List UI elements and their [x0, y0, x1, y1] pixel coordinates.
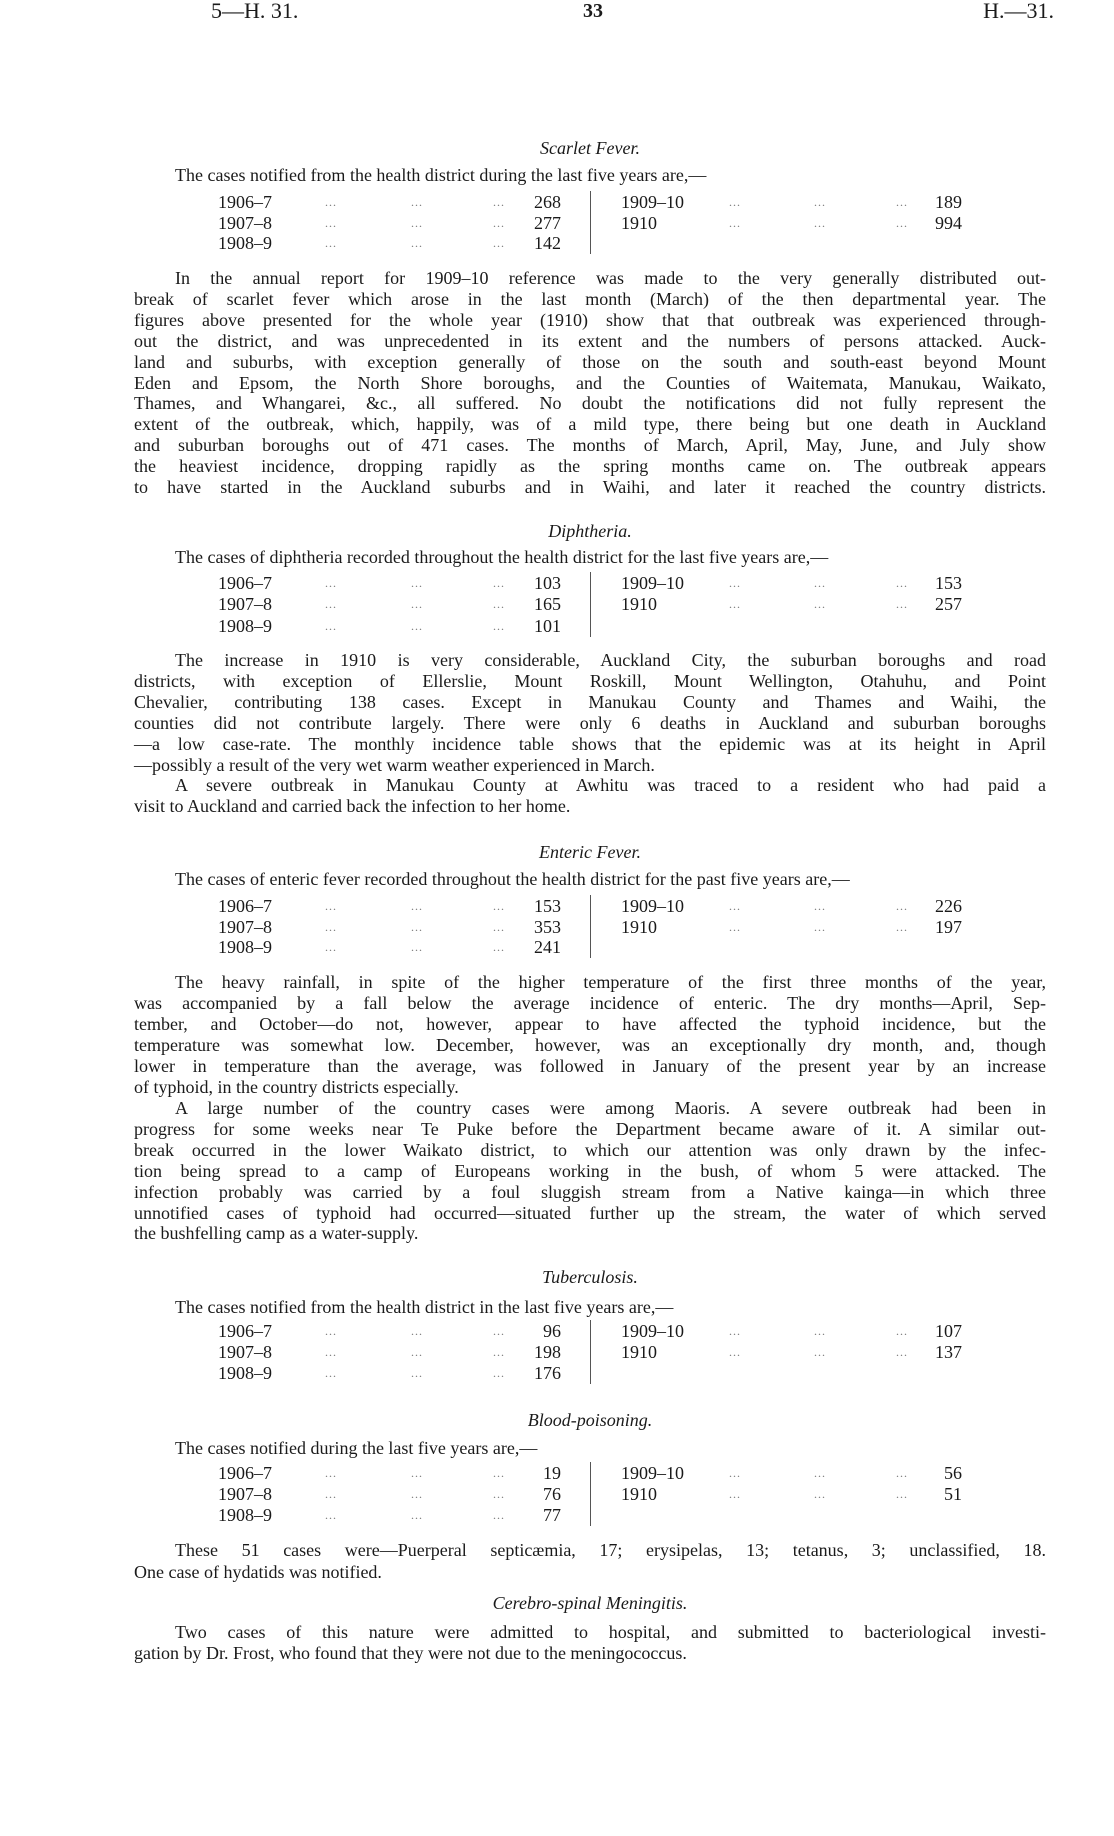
- paragraph-line: Eden and Epsom, the North Shore boroughs, and the Counties of Waitemata, Manukau, Waikato,: [134, 372, 1046, 393]
- leader-dots: ...: [729, 195, 741, 209]
- leader-dots: ...: [896, 576, 908, 590]
- leader-dots: ...: [411, 597, 423, 611]
- leader-dots: ...: [411, 216, 423, 230]
- table-year: 1907–8: [218, 917, 272, 937]
- leader-dots: ...: [411, 1324, 423, 1338]
- table-intro: The cases notified from the health district during the last five years are,—: [175, 165, 707, 185]
- table-year: 1906–7: [218, 573, 272, 593]
- paragraph-line: of typhoid, in the country districts especially.: [134, 1076, 459, 1097]
- leader-dots: ...: [325, 576, 337, 590]
- leader-dots: ...: [814, 1487, 826, 1501]
- leader-dots: ...: [411, 619, 423, 633]
- table-value: 226: [935, 896, 962, 916]
- table-value: 51: [944, 1484, 962, 1504]
- leader-dots: ...: [493, 1345, 505, 1359]
- leader-dots: ...: [729, 899, 741, 913]
- leader-dots: ...: [493, 619, 505, 633]
- table-value: 257: [935, 594, 962, 614]
- table-year: 1909–10: [621, 573, 684, 593]
- table-year: 1908–9: [218, 1505, 272, 1525]
- table-value: 137: [935, 1342, 962, 1362]
- table-value: 198: [534, 1342, 561, 1362]
- leader-dots: ...: [814, 195, 826, 209]
- table-year: 1908–9: [218, 937, 272, 957]
- table-value: 77: [543, 1505, 561, 1525]
- paragraph-line: temperature was somewhat low. December, however, was an exceptionally dry month, and, though: [134, 1034, 1046, 1055]
- leader-dots: ...: [325, 619, 337, 633]
- paragraph-line: the bushfelling camp as a water-supply.: [134, 1223, 419, 1244]
- leader-dots: ...: [411, 236, 423, 250]
- section-heading: Enteric Fever.: [539, 842, 641, 862]
- table-divider: [590, 572, 591, 637]
- leader-dots: ...: [896, 920, 908, 934]
- paragraph-line: break occurred in the lower Waikato district, to which our attention was only drawn by the infec-: [134, 1139, 1046, 1160]
- leader-dots: ...: [729, 920, 741, 934]
- paragraph-line: counties did not contribute largely. There were only 6 deaths in Auckland and suburban boroughs: [134, 713, 1046, 733]
- paragraph-line: lower in temperature than the average, was followed in January of the present year by an increase: [134, 1055, 1046, 1076]
- document-reference: H.—31.: [983, 0, 1054, 23]
- paragraph-line: Chevalier, contributing 138 cases. Except in Manukau County and Thames and Waihi, the: [134, 692, 1046, 712]
- leader-dots: ...: [325, 216, 337, 230]
- table-value: 153: [935, 573, 962, 593]
- table-intro: The cases notified from the health district in the last five years are,—: [175, 1297, 674, 1317]
- leader-dots: ...: [411, 1508, 423, 1522]
- table-year: 1906–7: [218, 1321, 272, 1341]
- leader-dots: ...: [325, 1366, 337, 1380]
- leader-dots: ...: [493, 216, 505, 230]
- paragraph-line: extent of the outbreak, which, happily, was of a mild type, there being but one death in Auckland: [134, 414, 1046, 435]
- table-year: 1910: [621, 1484, 657, 1504]
- table-year: 1910: [621, 1342, 657, 1362]
- paragraph-line: The increase in 1910 is very considerable, Auckland City, the suburban boroughs and road: [175, 650, 1046, 670]
- table-year: 1908–9: [218, 233, 272, 253]
- table-year: 1908–9: [218, 1363, 272, 1383]
- leader-dots: ...: [729, 1466, 741, 1480]
- table-year: 1907–8: [218, 1342, 272, 1362]
- table-value: 19: [543, 1463, 561, 1483]
- leader-dots: ...: [493, 576, 505, 590]
- paragraph-line: tion being spread to a camp of Europeans working in the bush, of whom 5 were attacked. The: [134, 1160, 1046, 1181]
- paragraph-line: the heaviest incidence, dropping rapidly as the spring months came on. The outbreak appears: [134, 456, 1046, 477]
- table-year: 1906–7: [218, 1463, 272, 1483]
- paragraph-line: These 51 cases were—Puerperal septicæmia, 17; erysipelas, 13; tetanus, 3; unclassified, 18.: [175, 1540, 1046, 1560]
- table-value: 76: [543, 1484, 561, 1504]
- table-year: 1909–10: [621, 896, 684, 916]
- leader-dots: ...: [325, 920, 337, 934]
- leader-dots: ...: [325, 1324, 337, 1338]
- paragraph-line: In the annual report for 1909–10 reference was made to the very generally distributed out-: [175, 268, 1046, 288]
- section-heading: Cerebro-spinal Meningitis.: [492, 1593, 688, 1613]
- table-value: 241: [534, 937, 561, 957]
- table-value: 56: [944, 1463, 962, 1483]
- paragraph-line: A large number of the country cases were among Maoris. A severe outbreak had been in: [175, 1098, 1046, 1118]
- table-divider: [590, 1462, 591, 1526]
- paragraph-line: unnotified cases of typhoid had occurred—situated further up the stream, the water of which served: [134, 1202, 1046, 1223]
- leader-dots: ...: [325, 940, 337, 954]
- leader-dots: ...: [493, 195, 505, 209]
- table-year: 1910: [621, 917, 657, 937]
- leader-dots: ...: [729, 216, 741, 230]
- leader-dots: ...: [896, 1324, 908, 1338]
- paragraph-line: The heavy rainfall, in spite of the higher temperature of the first three months of the year,: [175, 972, 1046, 992]
- leader-dots: ...: [411, 576, 423, 590]
- table-value: 165: [534, 594, 561, 614]
- leader-dots: ...: [325, 1508, 337, 1522]
- leader-dots: ...: [729, 1345, 741, 1359]
- table-divider: [590, 895, 591, 958]
- leader-dots: ...: [325, 1466, 337, 1480]
- table-value: 994: [935, 213, 962, 233]
- paragraph-line: progress for some weeks near Te Puke before the Department became aware of it. A similar out-: [134, 1118, 1046, 1139]
- leader-dots: ...: [411, 195, 423, 209]
- leader-dots: ...: [729, 1324, 741, 1338]
- leader-dots: ...: [411, 1487, 423, 1501]
- table-year: 1907–8: [218, 213, 272, 233]
- paragraph-line: break of scarlet fever which arose in the last month (March) of the then departmental year. The: [134, 288, 1046, 309]
- table-value: 176: [534, 1363, 561, 1383]
- leader-dots: ...: [411, 920, 423, 934]
- leader-dots: ...: [493, 1324, 505, 1338]
- leader-dots: ...: [896, 1466, 908, 1480]
- paragraph-line: and suburban boroughs out of 471 cases. The months of March, April, May, June, and July show: [134, 435, 1046, 456]
- paragraph-line: out the district, and was unprecedented in its extent and the numbers of persons attacked. Auck-: [134, 330, 1046, 351]
- table-year: 1906–7: [218, 192, 272, 212]
- table-value: 197: [935, 917, 962, 937]
- leader-dots: ...: [814, 920, 826, 934]
- leader-dots: ...: [411, 1466, 423, 1480]
- table-year: 1908–9: [218, 616, 272, 636]
- paragraph-line: districts, with exception of Ellerslie, Mount Roskill, Mount Wellington, Otahuhu, and Point: [134, 671, 1046, 691]
- leader-dots: ...: [325, 195, 337, 209]
- leader-dots: ...: [411, 899, 423, 913]
- leader-dots: ...: [814, 899, 826, 913]
- table-value: 189: [935, 192, 962, 212]
- leader-dots: ...: [896, 597, 908, 611]
- signature-mark: 5—H. 31.: [211, 0, 299, 23]
- paragraph-line: A severe outbreak in Manukau County at Awhitu was traced to a resident who had paid a: [175, 775, 1046, 795]
- leader-dots: ...: [325, 1487, 337, 1501]
- table-year: 1909–10: [621, 1463, 684, 1483]
- leader-dots: ...: [493, 597, 505, 611]
- leader-dots: ...: [325, 899, 337, 913]
- table-intro: The cases of diphtheria recorded throughout the health district for the last five years are,—: [175, 547, 829, 567]
- table-value: 103: [534, 573, 561, 593]
- paragraph-line: land and suburbs, with exception generally of those on the south and south-east beyond Mount: [134, 351, 1046, 372]
- table-year: 1910: [621, 594, 657, 614]
- table-year: 1906–7: [218, 896, 272, 916]
- paragraph-line: One case of hydatids was notified.: [134, 1561, 382, 1582]
- leader-dots: ...: [325, 597, 337, 611]
- table-divider: [590, 191, 591, 254]
- leader-dots: ...: [729, 597, 741, 611]
- leader-dots: ...: [493, 1508, 505, 1522]
- paragraph-line: Two cases of this nature were admitted to hospital, and submitted to bacteriological investi-: [175, 1622, 1046, 1642]
- leader-dots: ...: [493, 1487, 505, 1501]
- leader-dots: ...: [493, 940, 505, 954]
- leader-dots: ...: [325, 1345, 337, 1359]
- section-heading: Blood-poisoning.: [527, 1410, 653, 1430]
- table-value: 107: [935, 1321, 962, 1341]
- leader-dots: ...: [896, 899, 908, 913]
- leader-dots: ...: [493, 899, 505, 913]
- table-year: 1907–8: [218, 1484, 272, 1504]
- paragraph-line: tember, and October—do not, however, appear to have affected the typhoid incidence, but the: [134, 1013, 1046, 1034]
- table-value: 101: [534, 616, 561, 636]
- leader-dots: ...: [411, 1345, 423, 1359]
- leader-dots: ...: [729, 1487, 741, 1501]
- leader-dots: ...: [411, 940, 423, 954]
- paragraph-line: Thames, and Whangarei, &c., all suffered. No doubt the notifications did not fully represent the: [134, 393, 1046, 414]
- section-heading: Diphtheria.: [548, 521, 632, 541]
- table-value: 96: [543, 1321, 561, 1341]
- table-value: 277: [534, 213, 561, 233]
- leader-dots: ...: [814, 1345, 826, 1359]
- table-year: 1907–8: [218, 594, 272, 614]
- section-heading: Scarlet Fever.: [540, 138, 640, 158]
- section-heading: Tuberculosis.: [542, 1267, 638, 1287]
- leader-dots: ...: [814, 216, 826, 230]
- table-divider: [590, 1320, 591, 1384]
- paragraph-line: figures above presented for the whole year (1910) show that that outbreak was experienced through-: [134, 309, 1046, 330]
- leader-dots: ...: [814, 597, 826, 611]
- table-value: 268: [534, 192, 561, 212]
- table-year: 1910: [621, 213, 657, 233]
- paragraph-line: was accompanied by a fall below the average incidence of enteric. The dry months—April, Sep-: [134, 992, 1046, 1013]
- paragraph-line: visit to Auckland and carried back the infection to her home.: [134, 796, 571, 816]
- table-value: 353: [534, 917, 561, 937]
- leader-dots: ...: [814, 576, 826, 590]
- leader-dots: ...: [411, 1366, 423, 1380]
- leader-dots: ...: [493, 1466, 505, 1480]
- leader-dots: ...: [493, 1366, 505, 1380]
- leader-dots: ...: [729, 576, 741, 590]
- leader-dots: ...: [896, 216, 908, 230]
- table-value: 153: [534, 896, 561, 916]
- leader-dots: ...: [896, 1345, 908, 1359]
- leader-dots: ...: [493, 236, 505, 250]
- leader-dots: ...: [493, 920, 505, 934]
- leader-dots: ...: [325, 236, 337, 250]
- paragraph-line: to have started in the Auckland suburbs and in Waihi, and later it reached the country districts.: [134, 477, 1046, 497]
- leader-dots: ...: [896, 195, 908, 209]
- paragraph-line: infection probably was carried by a foul sluggish stream from a Native kainga—in which three: [134, 1181, 1046, 1202]
- table-intro: The cases notified during the last five years are,—: [175, 1438, 538, 1458]
- leader-dots: ...: [814, 1324, 826, 1338]
- leader-dots: ...: [896, 1487, 908, 1501]
- paragraph-line: gation by Dr. Frost, who found that they were not due to the meningococcus.: [134, 1643, 687, 1663]
- table-intro: The cases of enteric fever recorded throughout the health district for the past five years are,—: [175, 869, 850, 889]
- table-value: 142: [534, 233, 561, 253]
- paragraph-line: —possibly a result of the very wet warm weather experienced in March.: [134, 755, 655, 775]
- paragraph-line: —a low case-rate. The monthly incidence table shows that the epidemic was at its height in April: [134, 734, 1046, 754]
- page-number: 33: [583, 0, 603, 22]
- leader-dots: ...: [814, 1466, 826, 1480]
- table-year: 1909–10: [621, 1321, 684, 1341]
- table-year: 1909–10: [621, 192, 684, 212]
